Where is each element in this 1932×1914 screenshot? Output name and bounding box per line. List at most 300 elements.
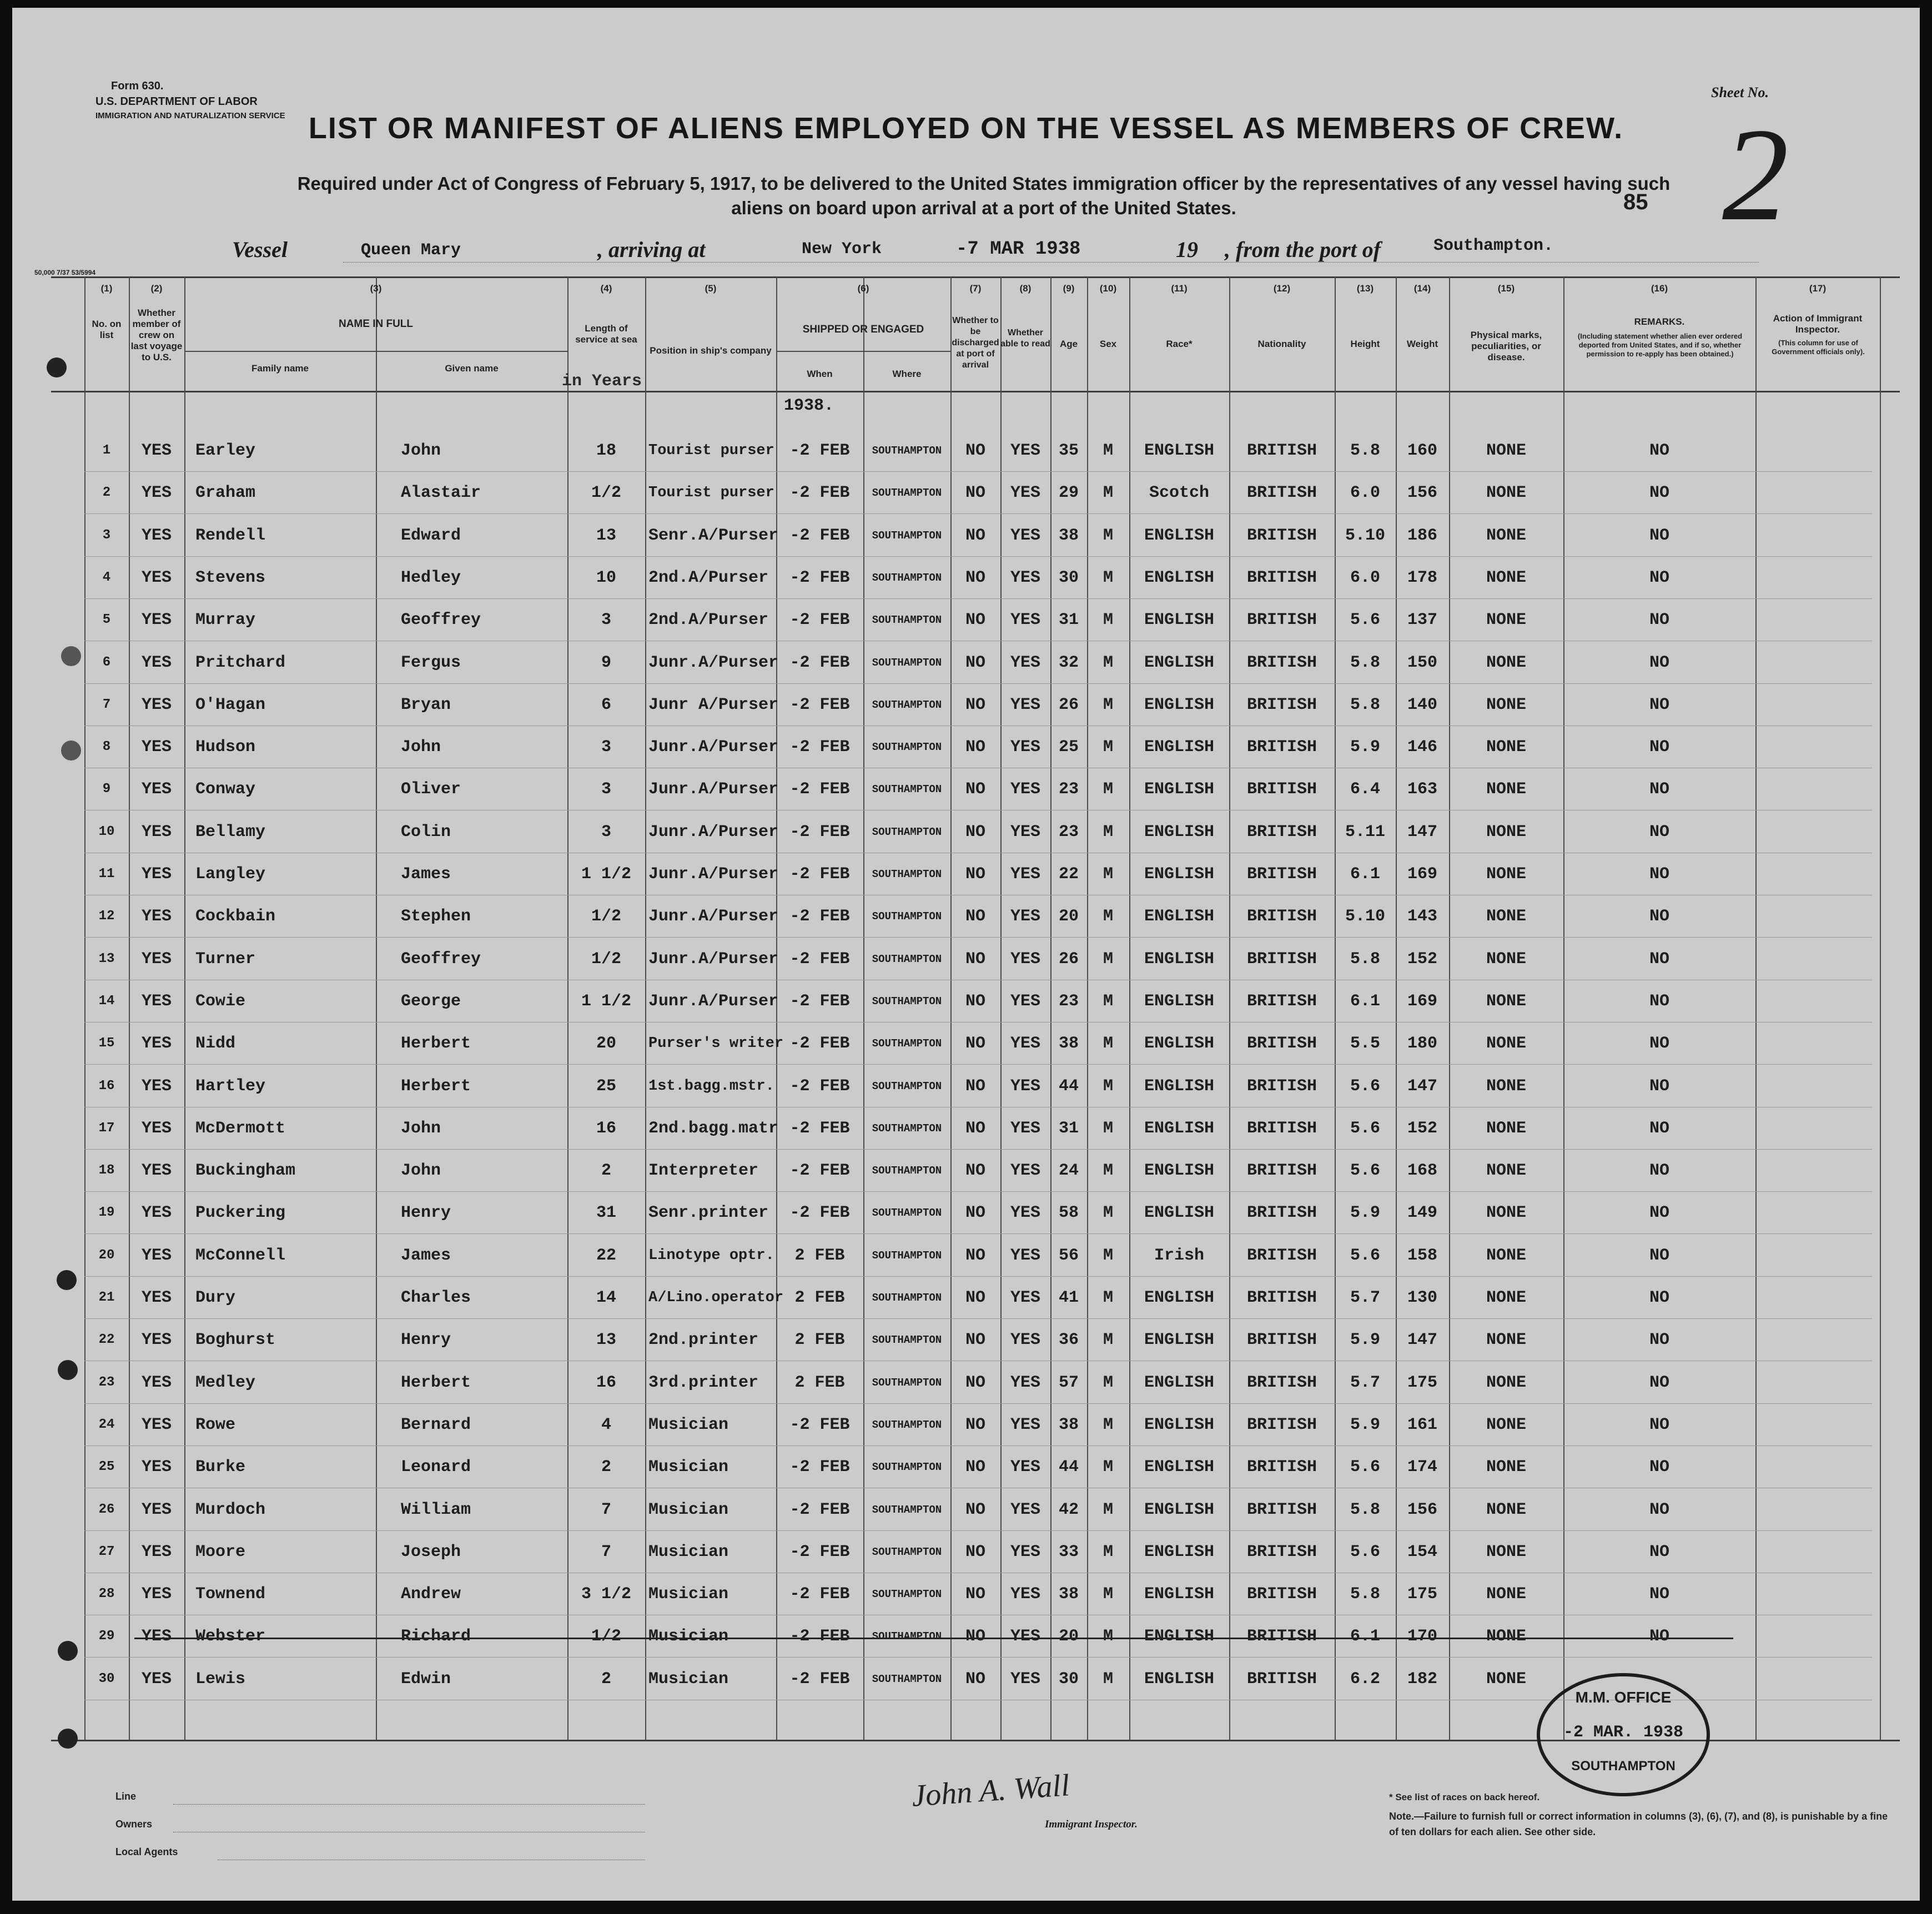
cell-sex: M [1103, 1246, 1113, 1265]
cell-given: Charles [401, 1288, 471, 1307]
cell-discharge: NO [965, 568, 985, 587]
col-7-heading: Whether to be discharged at port of arrival [952, 316, 999, 370]
cell-marks: NONE [1486, 526, 1526, 545]
col-16-number: (16) [1651, 283, 1668, 294]
cell-read: YES [1010, 695, 1040, 714]
col-17-number: (17) [1809, 283, 1827, 294]
cell-race: ENGLISH [1144, 1415, 1215, 1434]
from-port-label: , from the port of [1225, 237, 1381, 262]
cell-discharge: NO [965, 1203, 985, 1223]
cell-service: 18 [596, 441, 616, 460]
cell-given: Geoffrey [401, 949, 481, 969]
cell-prev: YES [141, 483, 172, 503]
cell-sex: M [1103, 1076, 1113, 1096]
cell-prev: YES [141, 991, 172, 1011]
cell-discharge: NO [965, 1288, 985, 1307]
cell-prev: YES [141, 949, 172, 969]
cell-sex: M [1103, 568, 1113, 587]
cell-race: ENGLISH [1144, 949, 1215, 969]
cell-nationality: BRITISH [1246, 1288, 1317, 1307]
cell-position: 2nd.A/Purser [648, 568, 769, 587]
cell-race: ENGLISH [1144, 1331, 1215, 1350]
cell-given: Herbert [401, 1034, 471, 1054]
cell-age: 26 [1058, 949, 1079, 969]
cell-service: 1/2 [591, 1627, 621, 1646]
cell-family: Buckingham [195, 1161, 296, 1181]
cell-read: YES [1010, 1076, 1040, 1096]
cell-nationality: BRITISH [1246, 526, 1317, 545]
cell-race: ENGLISH [1144, 1288, 1215, 1307]
race-note: * See list of races on back hereof. [1389, 1792, 1540, 1802]
cell-prev: YES [141, 441, 172, 460]
cell-given: Herbert [401, 1373, 471, 1392]
cell-weight: 161 [1407, 1415, 1437, 1434]
cell-race: ENGLISH [1144, 695, 1215, 714]
cell-family: Townend [195, 1585, 266, 1604]
cell-marks: NONE [1486, 1458, 1526, 1477]
cell-marks: NONE [1486, 1542, 1526, 1562]
cell-discharge: NO [965, 1542, 985, 1562]
cell-discharge: NO [965, 780, 985, 799]
cell-marks: NONE [1486, 1076, 1526, 1096]
cell-marks: NONE [1486, 568, 1526, 587]
cell-remarks: NO [1649, 1203, 1669, 1223]
cell-given: Bernard [401, 1415, 471, 1434]
cell-when: 2 FEB [794, 1288, 845, 1307]
cell-where: SOUTHAMPTON [872, 1165, 942, 1177]
cell-family: Cockbain [195, 907, 276, 926]
cell-prev: YES [141, 1161, 172, 1181]
cell-when: -2 FEB [789, 1076, 850, 1096]
cell-given: William [401, 1500, 471, 1519]
cell-family: Pritchard [195, 653, 286, 672]
col-12-heading: Nationality [1257, 339, 1306, 349]
cell-nationality: BRITISH [1246, 1246, 1317, 1265]
cell-discharge: NO [965, 1331, 985, 1350]
cell-service: 7 [601, 1542, 611, 1562]
cell-family: Graham [195, 483, 256, 503]
cell-no: 14 [98, 993, 115, 1009]
cell-position: Interpreter [648, 1161, 759, 1181]
cell-service: 16 [596, 1373, 616, 1392]
table-row [12, 472, 1920, 514]
cell-height: 5.6 [1350, 611, 1380, 630]
cell-family: Boghurst [195, 1331, 276, 1350]
cell-weight: 130 [1407, 1288, 1437, 1307]
stamp-date: -2 MAR. 1938 [1563, 1723, 1684, 1742]
cell-sex: M [1103, 695, 1113, 714]
cell-when: -2 FEB [789, 1161, 850, 1181]
cell-height: 6.1 [1350, 1627, 1380, 1646]
cell-given: Andrew [401, 1585, 461, 1604]
cell-family: Medley [195, 1373, 256, 1392]
cell-prev: YES [141, 780, 172, 799]
cell-service: 25 [596, 1076, 616, 1096]
cell-race: ENGLISH [1144, 1669, 1215, 1689]
cell-marks: NONE [1486, 1161, 1526, 1181]
cell-weight: 158 [1407, 1246, 1437, 1265]
cell-position: Junr A/Purser [648, 695, 779, 714]
cell-family: Murdoch [195, 1500, 266, 1519]
cell-weight: 140 [1407, 695, 1437, 714]
cell-prev: YES [141, 1542, 172, 1562]
cell-weight: 137 [1407, 611, 1437, 630]
cell-age: 32 [1058, 653, 1079, 672]
cell-height: 6.4 [1350, 780, 1380, 799]
cell-height: 5.8 [1350, 1585, 1380, 1604]
cell-position: Junr.A/Purser [648, 907, 779, 926]
cell-given: John [401, 738, 441, 757]
col-5-heading: Position in ship's company [650, 345, 772, 356]
cell-service: 3 [601, 780, 611, 799]
cell-prev: YES [141, 1585, 172, 1604]
cell-family: Bellamy [195, 822, 266, 842]
cell-prev: YES [141, 1500, 172, 1519]
table-row [12, 938, 1920, 980]
cell-read: YES [1010, 568, 1040, 587]
cell-sex: M [1103, 1288, 1113, 1307]
cell-read: YES [1010, 1458, 1040, 1477]
cell-position: Junr.A/Purser [648, 949, 779, 969]
cell-family: Rendell [195, 526, 266, 545]
cell-race: Irish [1154, 1246, 1204, 1265]
cell-height: 5.9 [1350, 738, 1380, 757]
subheader-rule [776, 351, 950, 352]
cell-when: -2 FEB [789, 483, 850, 503]
given-name-heading: Given name [445, 363, 499, 374]
stamp-top-text: M.M. OFFICE [1575, 1689, 1672, 1706]
col-13-number: (13) [1356, 283, 1374, 294]
cell-remarks: NO [1649, 441, 1669, 460]
sheet-number-label: Sheet No. [1711, 84, 1769, 100]
cell-age: 24 [1058, 1161, 1079, 1181]
inspector-signature: John A. Wall [910, 1768, 1071, 1814]
departure-port: Southampton. [1433, 236, 1554, 255]
table-row [12, 557, 1920, 599]
cell-where: SOUTHAMPTON [872, 783, 942, 796]
cell-where: SOUTHAMPTON [872, 656, 942, 669]
cell-when: -2 FEB [789, 653, 850, 672]
cell-age: 57 [1058, 1373, 1079, 1392]
cell-remarks: NO [1649, 865, 1669, 884]
cell-race: ENGLISH [1144, 1500, 1215, 1519]
cell-age: 31 [1058, 1119, 1079, 1138]
engagement-year: 1938. [784, 396, 834, 415]
cell-family: Turner [195, 949, 256, 969]
cell-prev: YES [141, 1288, 172, 1307]
cell-race: ENGLISH [1144, 865, 1215, 884]
cell-age: 36 [1058, 1331, 1079, 1350]
cell-weight: 156 [1407, 1500, 1437, 1519]
cell-discharge: NO [965, 1119, 985, 1138]
table-row [12, 1446, 1920, 1488]
cell-marks: NONE [1486, 611, 1526, 630]
cell-weight: 170 [1407, 1627, 1437, 1646]
col-13-heading: Height [1350, 339, 1380, 349]
cell-when: -2 FEB [789, 865, 850, 884]
cell-service: 9 [601, 653, 611, 672]
cell-height: 5.10 [1345, 907, 1385, 926]
cell-marks: NONE [1486, 822, 1526, 842]
cell-family: McConnell [195, 1246, 286, 1265]
cell-height: 5.10 [1345, 526, 1385, 545]
cell-discharge: NO [965, 738, 985, 757]
cell-when: -2 FEB [789, 568, 850, 587]
table-row [12, 1192, 1920, 1234]
cell-given: Richard [401, 1627, 471, 1646]
col-8-number: (8) [1019, 283, 1032, 294]
cell-discharge: NO [965, 441, 985, 460]
cell-remarks: NO [1649, 1076, 1669, 1096]
cell-discharge: NO [965, 1076, 985, 1096]
cell-remarks: NO [1649, 526, 1669, 545]
cell-no: 24 [98, 1417, 115, 1432]
cell-read: YES [1010, 1585, 1040, 1604]
cell-position: Tourist purser [648, 485, 774, 502]
cell-where: SOUTHAMPTON [872, 1334, 942, 1347]
cell-family: Puckering [195, 1203, 286, 1223]
cell-marks: NONE [1486, 1669, 1526, 1689]
col-16-subheading: (Including statement whether alien ever ordered deported from United States, and if so, whether permission to re-apply has been obtained.) [1577, 332, 1743, 358]
cell-prev: YES [141, 1458, 172, 1477]
cell-where: SOUTHAMPTON [872, 825, 942, 838]
cell-height: 6.1 [1350, 991, 1380, 1011]
cell-given: John [401, 441, 441, 460]
cell-read: YES [1010, 1627, 1040, 1646]
cell-service: 4 [601, 1415, 611, 1434]
cell-given: Leonard [401, 1458, 471, 1477]
cell-nationality: BRITISH [1246, 1373, 1317, 1392]
cell-weight: 182 [1407, 1669, 1437, 1689]
cell-age: 23 [1058, 780, 1079, 799]
cell-prev: YES [141, 568, 172, 587]
cell-sex: M [1103, 441, 1113, 460]
cell-sex: M [1103, 738, 1113, 757]
col-10-number: (10) [1099, 283, 1117, 294]
cell-position: Musician [648, 1627, 729, 1646]
cell-nationality: BRITISH [1246, 1458, 1317, 1477]
col-5-number: (5) [705, 283, 717, 294]
cell-race: ENGLISH [1144, 991, 1215, 1011]
cell-sex: M [1103, 483, 1113, 503]
cell-sex: M [1103, 1500, 1113, 1519]
cell-height: 5.5 [1350, 1034, 1380, 1054]
cell-when: -2 FEB [789, 611, 850, 630]
col-3-heading: NAME IN FULL [338, 318, 414, 330]
cell-read: YES [1010, 865, 1040, 884]
cell-remarks: NO [1649, 1161, 1669, 1181]
cell-sex: M [1103, 1203, 1113, 1223]
cell-service: 1/2 [591, 907, 621, 926]
cell-nationality: BRITISH [1246, 611, 1317, 630]
cell-remarks: NO [1649, 1246, 1669, 1265]
cell-when: -2 FEB [789, 1627, 850, 1646]
subheader-rule [184, 351, 567, 352]
cell-sex: M [1103, 822, 1113, 842]
cell-remarks: NO [1649, 949, 1669, 969]
cell-remarks: NO [1649, 653, 1669, 672]
cell-prev: YES [141, 1669, 172, 1689]
cell-race: ENGLISH [1144, 822, 1215, 842]
table-row [12, 1235, 1920, 1277]
cell-position: Senr.A/Purser [648, 526, 779, 545]
cell-discharge: NO [965, 1669, 985, 1689]
col-2-number: (2) [150, 283, 163, 294]
table-row [12, 768, 1920, 810]
cell-when: -2 FEB [789, 991, 850, 1011]
cell-marks: NONE [1486, 483, 1526, 503]
cell-no: 9 [102, 782, 111, 797]
cell-prev: YES [141, 1331, 172, 1350]
cell-given: Oliver [401, 780, 461, 799]
table-row [12, 430, 1920, 472]
cell-service: 1 1/2 [581, 991, 631, 1011]
cell-no: 17 [98, 1120, 115, 1136]
cell-family: Moore [195, 1542, 246, 1562]
cell-remarks: NO [1649, 611, 1669, 630]
cell-marks: NONE [1486, 1246, 1526, 1265]
cell-service: 13 [596, 526, 616, 545]
table-row [12, 1065, 1920, 1107]
col-2-heading: Whether member of crew on last voyage to U.S. [130, 308, 183, 362]
cell-service: 16 [596, 1119, 616, 1138]
col-11-heading: Race* [1166, 339, 1193, 349]
cell-weight: 178 [1407, 568, 1437, 587]
cell-service: 2 [601, 1161, 611, 1181]
cell-when: -2 FEB [789, 1500, 850, 1519]
cell-position: Junr.A/Purser [648, 865, 779, 884]
cell-remarks: NO [1649, 907, 1669, 926]
cell-age: 42 [1058, 1500, 1079, 1519]
cell-service: 3 [601, 611, 611, 630]
cell-weight: 174 [1407, 1458, 1437, 1477]
table-row [12, 980, 1920, 1023]
cell-position: Musician [648, 1585, 729, 1604]
cell-where: SOUTHAMPTON [872, 1292, 942, 1304]
cell-sex: M [1103, 1585, 1113, 1604]
cell-given: Henry [401, 1331, 451, 1350]
cell-weight: 160 [1407, 441, 1437, 460]
cell-weight: 169 [1407, 865, 1437, 884]
cell-nationality: BRITISH [1246, 949, 1317, 969]
cell-where: SOUTHAMPTON [872, 1503, 942, 1516]
table-row [12, 599, 1920, 641]
vessel-name: Queen Mary [361, 241, 461, 260]
line-label: Line [115, 1791, 137, 1802]
col-17-heading: Action of Immigrant Inspector. [1773, 313, 1863, 335]
punch-hole [58, 1641, 78, 1661]
cell-age: 22 [1058, 865, 1079, 884]
cell-discharge: NO [965, 1034, 985, 1054]
cell-when: -2 FEB [789, 526, 850, 545]
cell-where: SOUTHAMPTON [872, 1376, 942, 1389]
requirement-text-2: aliens on board upon arrival at a port of the United States. [731, 198, 1236, 218]
cell-sex: M [1103, 1627, 1113, 1646]
cell-read: YES [1010, 822, 1040, 842]
cell-read: YES [1010, 991, 1040, 1011]
cell-marks: NONE [1486, 441, 1526, 460]
cell-sex: M [1103, 1119, 1113, 1138]
strike-through-line [134, 1638, 1733, 1639]
table-row [12, 684, 1920, 726]
cell-age: 35 [1058, 441, 1079, 460]
cell-service: 31 [596, 1203, 616, 1223]
cell-position: Senr.printer [648, 1203, 769, 1223]
cell-service: 1/2 [591, 483, 621, 503]
cell-when: -2 FEB [789, 822, 850, 842]
col-12-number: (12) [1273, 283, 1291, 294]
cell-weight: 168 [1407, 1161, 1437, 1181]
cell-height: 5.8 [1350, 1500, 1380, 1519]
cell-family: McDermott [195, 1119, 286, 1138]
cell-remarks: NO [1649, 1331, 1669, 1350]
cell-weight: 186 [1407, 526, 1437, 545]
cell-position: 1st.bagg.mstr. [648, 1077, 774, 1095]
cell-service: 22 [596, 1246, 616, 1265]
cell-prev: YES [141, 1415, 172, 1434]
cell-height: 5.8 [1350, 653, 1380, 672]
cell-family: Earley [195, 441, 256, 460]
cell-remarks: NO [1649, 483, 1669, 503]
col-17-subheading: (This column for use of Government officials only). [1772, 339, 1865, 356]
cell-read: YES [1010, 1373, 1040, 1392]
cell-when: -2 FEB [789, 780, 850, 799]
cell-service: 3 1/2 [581, 1585, 631, 1604]
cell-age: 23 [1058, 822, 1079, 842]
cell-age: 38 [1058, 526, 1079, 545]
cell-read: YES [1010, 526, 1040, 545]
cell-service: 20 [596, 1034, 616, 1054]
cell-position: Junr.A/Purser [648, 780, 779, 799]
cell-height: 5.7 [1350, 1288, 1380, 1307]
cell-given: John [401, 1161, 441, 1181]
cell-age: 31 [1058, 611, 1079, 630]
cell-weight: 147 [1407, 822, 1437, 842]
cell-position: Musician [648, 1669, 729, 1689]
cell-no: 23 [98, 1374, 115, 1390]
service-unit-note: in Years [562, 372, 642, 391]
cell-weight: 156 [1407, 483, 1437, 503]
cell-marks: NONE [1486, 1500, 1526, 1519]
table-row [12, 1319, 1920, 1361]
cell-service: 14 [596, 1288, 616, 1307]
cell-weight: 146 [1407, 738, 1437, 757]
cell-given: Stephen [401, 907, 471, 926]
cell-race: ENGLISH [1144, 738, 1215, 757]
cell-remarks: NO [1649, 991, 1669, 1011]
cell-nationality: BRITISH [1246, 568, 1317, 587]
cell-sex: M [1103, 1458, 1113, 1477]
cell-when: -2 FEB [789, 1415, 850, 1434]
cell-discharge: NO [965, 1161, 985, 1181]
cell-age: 38 [1058, 1415, 1079, 1434]
cell-weight: 175 [1407, 1373, 1437, 1392]
cell-marks: NONE [1486, 738, 1526, 757]
cell-height: 5.9 [1350, 1203, 1380, 1223]
cell-discharge: NO [965, 483, 985, 503]
cell-discharge: NO [965, 695, 985, 714]
cell-height: 5.9 [1350, 1331, 1380, 1350]
cell-where: SOUTHAMPTON [872, 1249, 942, 1262]
cell-race: ENGLISH [1144, 780, 1215, 799]
cell-remarks: NO [1649, 780, 1669, 799]
cell-marks: NONE [1486, 1288, 1526, 1307]
cell-age: 44 [1058, 1458, 1079, 1477]
cell-remarks: NO [1649, 1034, 1669, 1054]
col-9-number: (9) [1063, 283, 1075, 294]
cell-family: Burke [195, 1458, 246, 1477]
table-row [12, 811, 1920, 853]
